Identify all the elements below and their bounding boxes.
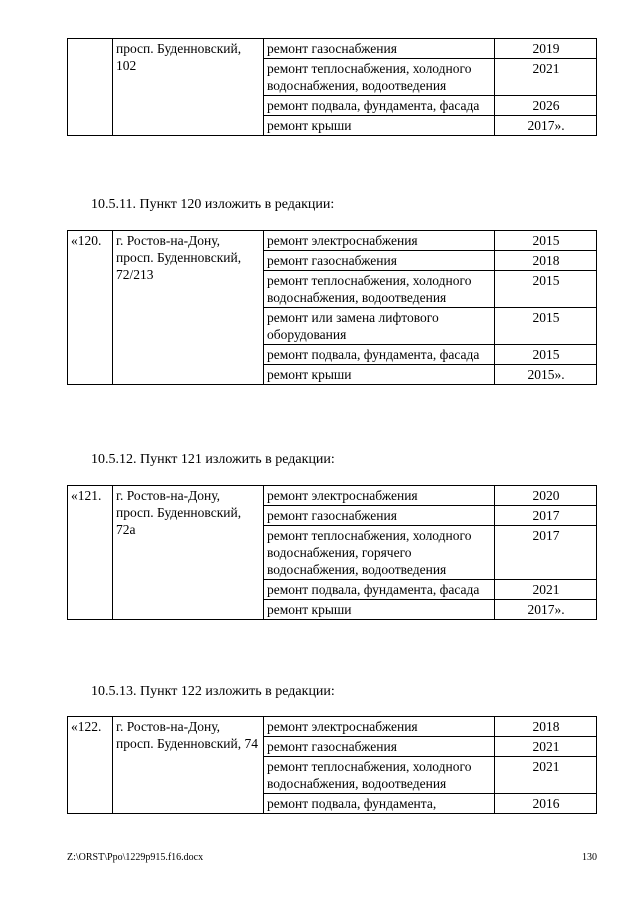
work-year: 2017	[495, 526, 597, 580]
item-number	[68, 39, 113, 136]
work-type: ремонт подвала, фундамента, фасада	[264, 345, 495, 365]
work-type: ремонт газоснабжения	[264, 737, 495, 757]
item-number: «120.	[68, 231, 113, 385]
work-year: 2021	[495, 757, 597, 794]
work-year: 2020	[495, 486, 597, 506]
work-type: ремонт крыши	[264, 600, 495, 620]
work-type: ремонт газоснабжения	[264, 506, 495, 526]
item-address: г. Ростов-на-Дону, просп. Буденновский, 74	[113, 717, 264, 814]
work-type: ремонт крыши	[264, 116, 495, 136]
work-type: ремонт подвала, фундамента,	[264, 794, 495, 814]
work-year: 2019	[495, 39, 597, 59]
work-type: ремонт или замена лифтового оборудования	[264, 308, 495, 345]
work-type: ремонт теплоснабжения, холодного водоснабжения, водоотведения	[264, 271, 495, 308]
item-address: просп. Буденновский, 102	[113, 39, 264, 136]
paragraph-10-5-12: 10.5.12. Пункт 121 изложить в редакции:	[91, 452, 335, 467]
work-year: 2015	[495, 345, 597, 365]
work-year: 2015».	[495, 365, 597, 385]
work-year: 2015	[495, 231, 597, 251]
repair-table-3	[67, 485, 597, 620]
page-number: 130	[582, 852, 597, 863]
work-year: 2017».	[495, 116, 597, 136]
work-type: ремонт подвала, фундамента, фасада	[264, 580, 495, 600]
work-type: ремонт теплоснабжения, холодного водоснабжения, водоотведения	[264, 59, 495, 96]
work-type: ремонт теплоснабжения, холодного водоснабжения, водоотведения	[264, 757, 495, 794]
item-number: «122.	[68, 717, 113, 814]
work-type: ремонт электроснабжения	[264, 717, 495, 737]
item-address: г. Ростов-на-Дону, просп. Буденновский, 72/213	[113, 231, 264, 385]
work-type: ремонт газоснабжения	[264, 39, 495, 59]
footer-file-path: Z:\ORST\Ppo\1229p915.f16.docx	[67, 852, 204, 863]
item-number: «121.	[68, 486, 113, 620]
work-year: 2017».	[495, 600, 597, 620]
repair-table-4	[67, 716, 597, 814]
paragraph-10-5-11: 10.5.11. Пункт 120 изложить в редакции:	[91, 197, 335, 212]
repair-table-2	[67, 230, 597, 385]
work-year: 2021	[495, 737, 597, 757]
work-type: ремонт теплоснабжения, холодного водоснабжения, горячего водоснабжения, водоотведения	[264, 526, 495, 580]
work-year: 2018	[495, 251, 597, 271]
work-year: 2015	[495, 308, 597, 345]
repair-table-1	[67, 38, 597, 136]
work-year: 2021	[495, 59, 597, 96]
work-type: ремонт подвала, фундамента, фасада	[264, 96, 495, 116]
work-year: 2016	[495, 794, 597, 814]
work-year: 2015	[495, 271, 597, 308]
work-year: 2026	[495, 96, 597, 116]
item-address: г. Ростов-на-Дону, просп. Буденновский, 72а	[113, 486, 264, 620]
work-year: 2021	[495, 580, 597, 600]
work-type: ремонт крыши	[264, 365, 495, 385]
paragraph-10-5-13: 10.5.13. Пункт 122 изложить в редакции:	[91, 684, 335, 699]
work-year: 2018	[495, 717, 597, 737]
work-type: ремонт газоснабжения	[264, 251, 495, 271]
work-type: ремонт электроснабжения	[264, 231, 495, 251]
work-type: ремонт электроснабжения	[264, 486, 495, 506]
work-year: 2017	[495, 506, 597, 526]
